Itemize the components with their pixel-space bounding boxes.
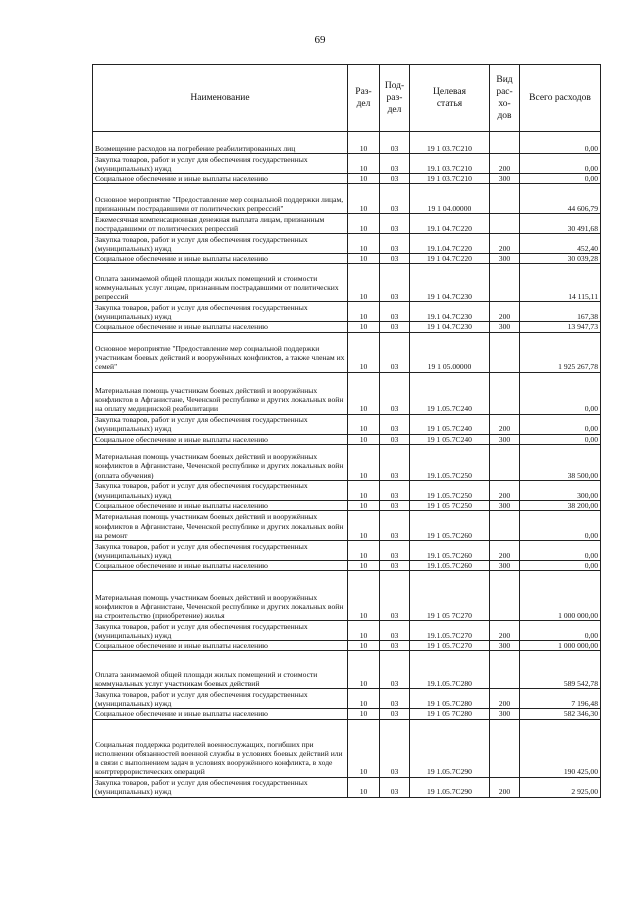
- row-total: 582 346,30: [520, 709, 601, 719]
- row-razdel: 10: [348, 444, 380, 480]
- row-target-article: 19 1 04.7С230: [410, 264, 490, 302]
- table-row: [93, 500, 601, 510]
- row-razdel: 10: [348, 322, 380, 332]
- row-total: 0,00: [520, 174, 601, 184]
- row-razdel: 10: [348, 541, 380, 561]
- row-expense-type: 200: [490, 414, 520, 434]
- row-expense-type: 200: [490, 234, 520, 254]
- row-total: 44 606,79: [520, 184, 601, 214]
- budget-expenditure-table: [92, 64, 601, 798]
- row-target-article: 19 1 03.7С210: [410, 132, 490, 154]
- row-target-article: 19 1 05.7С280: [410, 689, 490, 709]
- row-razdel: 10: [348, 302, 380, 322]
- row-target-article: 19 1 05 7С270: [410, 571, 490, 621]
- row-total: 0,00: [520, 414, 601, 434]
- row-expense-type: 200: [490, 480, 520, 500]
- row-podrazdel: 03: [380, 541, 410, 561]
- row-razdel: 10: [348, 480, 380, 500]
- row-name: Социальная поддержка родителей военнослужащих, погибших при исполнении обязанностей военной службы в условиях боевых действий или в связи с выполнением задач в условиях вооружённого конфликта, в ходе контртеррористических операций: [93, 719, 348, 777]
- row-target-article: 19 1 04.7С220: [410, 254, 490, 264]
- row-podrazdel: 03: [380, 621, 410, 641]
- row-name: Материальная помощь участникам боевых действий и вооружённых конфликтов в Афганистане, Чеченской республике и других локальных войн (оплата обучения): [93, 444, 348, 480]
- row-total: 0,00: [520, 541, 601, 561]
- row-total: 7 196,48: [520, 689, 601, 709]
- table-row: [93, 689, 601, 709]
- header-target-article: Целевая статья: [410, 65, 490, 132]
- row-podrazdel: 03: [380, 264, 410, 302]
- row-total: 0,00: [520, 621, 601, 641]
- row-name: Социальное обеспечение и иные выплаты населению: [93, 434, 348, 444]
- table-row: [93, 709, 601, 719]
- row-name: Закупка товаров, работ и услуг для обеспечения государственных (муниципальных) нужд: [93, 480, 348, 500]
- table-row: [93, 511, 601, 541]
- row-podrazdel: 03: [380, 480, 410, 500]
- row-expense-type: 200: [490, 541, 520, 561]
- row-target-article: 19 1 05 7С280: [410, 709, 490, 719]
- row-name: Закупка товаров, работ и услуг для обеспечения государственных (муниципальных) нужд: [93, 234, 348, 254]
- table-row: [93, 571, 601, 621]
- row-name: Материальная помощь участникам боевых действий и вооружённых конфликтов в Афганистане, Чеченской республике и других локальных войн на оплату медицинской реабилитации: [93, 372, 348, 414]
- table-row: [93, 561, 601, 571]
- table-row: [93, 480, 601, 500]
- row-podrazdel: 03: [380, 561, 410, 571]
- header-razdel: Раз- дел: [348, 65, 380, 132]
- row-expense-type: 300: [490, 322, 520, 332]
- row-razdel: 10: [348, 561, 380, 571]
- row-target-article: 19 1 05.7С240: [410, 434, 490, 444]
- row-expense-type: [490, 571, 520, 621]
- row-target-article: 19 1.05.7С240: [410, 372, 490, 414]
- row-expense-type: 300: [490, 561, 520, 571]
- row-name: Социальное обеспечение и иные выплаты населению: [93, 174, 348, 184]
- row-target-article: 19 1 05 7С250: [410, 500, 490, 510]
- row-expense-type: [490, 444, 520, 480]
- row-razdel: 10: [348, 651, 380, 689]
- row-target-article: 19.1.05.7С280: [410, 651, 490, 689]
- row-podrazdel: 03: [380, 500, 410, 510]
- row-total: 1 000 000,00: [520, 571, 601, 621]
- row-razdel: 10: [348, 154, 380, 174]
- row-razdel: 10: [348, 414, 380, 434]
- row-name: Оплата занимаемой общей площади жилых помещений и стоимости коммунальных услуг лицам, признанным пострадавшими от политических репрессий: [93, 264, 348, 302]
- row-razdel: 10: [348, 571, 380, 621]
- row-podrazdel: 03: [380, 719, 410, 777]
- row-target-article: 19.1.04.7С220: [410, 234, 490, 254]
- row-name: Материальная помощь участникам боевых действий и вооружённых конфликтов в Афганистане, Чеченской республике и других локальных войн на строительство (приобретение) жилья: [93, 571, 348, 621]
- row-total: 14 115,11: [520, 264, 601, 302]
- row-target-article: 19.1 04.7С230: [410, 302, 490, 322]
- row-podrazdel: 03: [380, 234, 410, 254]
- row-target-article: 19.1 05.7С260: [410, 541, 490, 561]
- row-razdel: 10: [348, 332, 380, 372]
- table-row: [93, 254, 601, 264]
- row-podrazdel: 03: [380, 434, 410, 444]
- row-target-article: 19.1.05.7С270: [410, 621, 490, 641]
- table-body: [93, 132, 601, 798]
- table-row: [93, 184, 601, 214]
- table-row: [93, 719, 601, 777]
- table-row: [93, 434, 601, 444]
- row-target-article: 19 1 04.00000: [410, 184, 490, 214]
- row-name: Ежемесячная компенсационная денежная выплата лицам, признанным пострадавшими от политических репрессий: [93, 214, 348, 234]
- row-name: Закупка товаров, работ и услуг для обеспечения государственных (муниципальных) нужд: [93, 689, 348, 709]
- row-name: Закупка товаров, работ и услуг для обеспечения государственных (муниципальных) нужд: [93, 154, 348, 174]
- row-expense-type: [490, 651, 520, 689]
- row-razdel: 10: [348, 511, 380, 541]
- row-total: 0,00: [520, 132, 601, 154]
- row-razdel: 10: [348, 689, 380, 709]
- row-expense-type: 200: [490, 777, 520, 797]
- row-podrazdel: 03: [380, 651, 410, 689]
- row-razdel: 10: [348, 254, 380, 264]
- row-name: Социальное обеспечение и иные выплаты населению: [93, 641, 348, 651]
- row-name: Основное мероприятие "Предоставление мер социальной поддержки участникам боевых действий и вооружённых конфликтов, а также членам их семей": [93, 332, 348, 372]
- row-name: Закупка товаров, работ и услуг для обеспечения государственных (муниципальных) нужд: [93, 302, 348, 322]
- table-row: [93, 302, 601, 322]
- row-target-article: 19 1 05.7С260: [410, 511, 490, 541]
- row-expense-type: 300: [490, 709, 520, 719]
- row-target-article: 19 1.05.7С290: [410, 719, 490, 777]
- table-row: [93, 641, 601, 651]
- table-row: [93, 154, 601, 174]
- row-name: Социальное обеспечение и иные выплаты населению: [93, 709, 348, 719]
- row-name: Социальное обеспечение и иные выплаты населению: [93, 561, 348, 571]
- row-razdel: 10: [348, 214, 380, 234]
- table-row: [93, 322, 601, 332]
- row-razdel: 10: [348, 184, 380, 214]
- row-expense-type: 300: [490, 174, 520, 184]
- row-total: 452,40: [520, 234, 601, 254]
- header-total-expenses: Всего расходов: [520, 65, 601, 132]
- row-target-article: 19 1.05.7С290: [410, 777, 490, 797]
- row-expense-type: 300: [490, 641, 520, 651]
- row-podrazdel: 03: [380, 174, 410, 184]
- table-row: [93, 621, 601, 641]
- row-razdel: 10: [348, 641, 380, 651]
- row-total: 38 500,00: [520, 444, 601, 480]
- row-target-article: 19 1 05.7С270: [410, 641, 490, 651]
- row-target-article: 19.1.05.7С260: [410, 561, 490, 571]
- row-total: 38 200,00: [520, 500, 601, 510]
- row-expense-type: 200: [490, 154, 520, 174]
- table-row: [93, 214, 601, 234]
- row-target-article: 19.1 04.7С220: [410, 214, 490, 234]
- table-row: [93, 234, 601, 254]
- table-row: [93, 132, 601, 154]
- row-expense-type: [490, 184, 520, 214]
- row-razdel: 10: [348, 372, 380, 414]
- row-name: Закупка товаров, работ и услуг для обеспечения государственных (муниципальных) нужд: [93, 777, 348, 797]
- row-total: 0,00: [520, 434, 601, 444]
- header-podrazdel: Под- раз- дел: [380, 65, 410, 132]
- row-podrazdel: 03: [380, 444, 410, 480]
- header-expense-type: Вид рас- хо- дов: [490, 65, 520, 132]
- table-row: [93, 541, 601, 561]
- row-target-article: 19.1 03.7С210: [410, 154, 490, 174]
- row-total: 30 039,28: [520, 254, 601, 264]
- row-total: 2 925,00: [520, 777, 601, 797]
- row-expense-type: 200: [490, 302, 520, 322]
- row-name: Материальная помощь участникам боевых действий и вооружённых конфликтов в Афганистане, Чеченской республике и других локальных войн на ремонт: [93, 511, 348, 541]
- row-expense-type: [490, 264, 520, 302]
- row-target-article: 19.1.05.7С250: [410, 444, 490, 480]
- row-total: 167,38: [520, 302, 601, 322]
- row-razdel: 10: [348, 719, 380, 777]
- table-row: [93, 651, 601, 689]
- row-podrazdel: 03: [380, 709, 410, 719]
- row-total: 13 947,73: [520, 322, 601, 332]
- row-name: Закупка товаров, работ и услуг для обеспечения государственных (муниципальных) нужд: [93, 414, 348, 434]
- row-podrazdel: 03: [380, 184, 410, 214]
- header-name: Наименование: [93, 65, 348, 132]
- table-row: [93, 372, 601, 414]
- row-expense-type: 300: [490, 500, 520, 510]
- row-podrazdel: 03: [380, 571, 410, 621]
- row-total: 0,00: [520, 561, 601, 571]
- row-target-article: 19 1 03.7С210: [410, 174, 490, 184]
- row-razdel: 10: [348, 434, 380, 444]
- row-razdel: 10: [348, 500, 380, 510]
- table-row: [93, 264, 601, 302]
- row-razdel: 10: [348, 264, 380, 302]
- row-name: Основное мероприятие "Предоставление мер социальной поддержки лицам, признанным пострадавшими от политических репрессий": [93, 184, 348, 214]
- row-razdel: 10: [348, 621, 380, 641]
- row-expense-type: [490, 372, 520, 414]
- row-podrazdel: 03: [380, 132, 410, 154]
- row-target-article: 19 1.05.7С250: [410, 480, 490, 500]
- row-razdel: 10: [348, 132, 380, 154]
- row-expense-type: 200: [490, 689, 520, 709]
- table-row: [93, 332, 601, 372]
- row-name: Социальное обеспечение и иные выплаты населению: [93, 254, 348, 264]
- table-header: [93, 65, 601, 132]
- row-total: 1 925 267,78: [520, 332, 601, 372]
- row-podrazdel: 03: [380, 511, 410, 541]
- table-row: [93, 414, 601, 434]
- row-expense-type: [490, 214, 520, 234]
- row-target-article: 19 1 04.7С230: [410, 322, 490, 332]
- row-total: 0,00: [520, 154, 601, 174]
- row-expense-type: [490, 332, 520, 372]
- row-podrazdel: 03: [380, 254, 410, 264]
- row-podrazdel: 03: [380, 302, 410, 322]
- row-name: Закупка товаров, работ и услуг для обеспечения государственных (муниципальных) нужд: [93, 621, 348, 641]
- row-expense-type: [490, 511, 520, 541]
- row-podrazdel: 03: [380, 332, 410, 372]
- row-razdel: 10: [348, 777, 380, 797]
- row-expense-type: 300: [490, 254, 520, 264]
- row-total: 300,00: [520, 480, 601, 500]
- row-expense-type: 300: [490, 434, 520, 444]
- row-name: Закупка товаров, работ и услуг для обеспечения государственных (муниципальных) нужд: [93, 541, 348, 561]
- row-name: Оплата занимаемой общей площади жилых помещений и стоимости коммунальных услуг участникам боевых действий: [93, 651, 348, 689]
- table-row: [93, 777, 601, 797]
- row-podrazdel: 03: [380, 372, 410, 414]
- row-total: 0,00: [520, 372, 601, 414]
- row-podrazdel: 03: [380, 322, 410, 332]
- row-target-article: 19 1 05.7С240: [410, 414, 490, 434]
- row-total: 1 000 000,00: [520, 641, 601, 651]
- row-expense-type: 200: [490, 621, 520, 641]
- row-target-article: 19 1 05.00000: [410, 332, 490, 372]
- row-podrazdel: 03: [380, 641, 410, 651]
- page-number: 69: [314, 34, 326, 46]
- row-podrazdel: 03: [380, 154, 410, 174]
- row-expense-type: [490, 132, 520, 154]
- row-podrazdel: 03: [380, 214, 410, 234]
- row-total: 190 425,00: [520, 719, 601, 777]
- table-row: [93, 174, 601, 184]
- row-name: Социальное обеспечение и иные выплаты населению: [93, 322, 348, 332]
- row-podrazdel: 03: [380, 777, 410, 797]
- row-podrazdel: 03: [380, 689, 410, 709]
- row-razdel: 10: [348, 709, 380, 719]
- row-total: 30 491,68: [520, 214, 601, 234]
- row-expense-type: [490, 719, 520, 777]
- row-razdel: 10: [348, 234, 380, 254]
- row-name: Социальное обеспечение и иные выплаты населению: [93, 500, 348, 510]
- table-row: [93, 444, 601, 480]
- row-total: 589 542,78: [520, 651, 601, 689]
- row-total: 0,00: [520, 511, 601, 541]
- row-name: Возмещение расходов на погребение реабилитированных лиц: [93, 132, 348, 154]
- row-razdel: 10: [348, 174, 380, 184]
- row-podrazdel: 03: [380, 414, 410, 434]
